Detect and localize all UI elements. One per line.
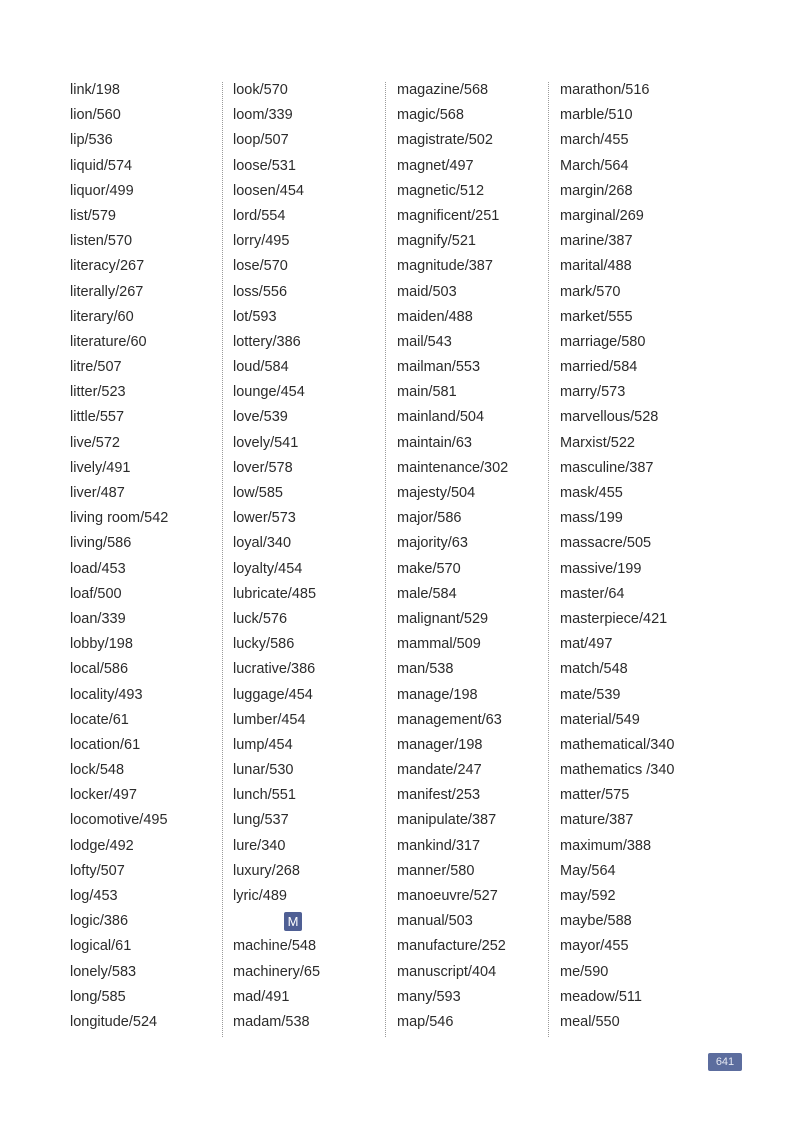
- word-entry: madam/538: [233, 1013, 310, 1030]
- word-entry: mankind/317: [397, 837, 481, 854]
- word-entry: may/592: [560, 888, 616, 904]
- word-entry: long/585: [70, 988, 126, 1005]
- word-entry: mathematical/340: [560, 736, 675, 753]
- word-entry: locate/61: [70, 711, 129, 728]
- word-entry: log/453: [70, 888, 118, 904]
- word-entry: location/61: [70, 736, 141, 753]
- word-column-3: [397, 78, 547, 1035]
- word-entry: mandate/247: [397, 762, 482, 779]
- word-entry: lock/548: [70, 762, 125, 779]
- column-divider: [222, 82, 223, 1037]
- word-entry: mad/491: [233, 988, 290, 1005]
- word-entry: management/63: [397, 711, 502, 728]
- word-entry: mature/387: [560, 812, 634, 829]
- word-entry: main/581: [397, 384, 457, 401]
- word-entry: make/570: [397, 560, 461, 577]
- page-number: 641: [708, 1053, 742, 1071]
- word-entry: lonely/583: [70, 963, 137, 980]
- word-entry: living/586: [70, 535, 132, 552]
- column-divider: [548, 82, 549, 1037]
- word-entry: manufacture/252: [397, 938, 506, 955]
- word-entry: material/549: [560, 711, 640, 728]
- word-entry: local/586: [70, 661, 129, 678]
- word-entry: list/579: [70, 207, 116, 224]
- word-entry: market/555: [560, 308, 633, 325]
- word-entry: liver/487: [70, 485, 125, 501]
- word-entry: loop/507: [233, 132, 289, 149]
- word-entry: locomotive/495: [70, 812, 168, 829]
- word-entry: load/453: [70, 560, 126, 577]
- word-entry: little/557: [70, 409, 125, 426]
- word-entry: loom/339: [233, 107, 293, 124]
- word-entry: magnet/497: [397, 157, 474, 174]
- word-entry: lion/560: [70, 107, 121, 124]
- word-entry: majority/63: [397, 535, 468, 552]
- word-entry: maybe/588: [560, 913, 632, 930]
- word-entry: loose/531: [233, 157, 296, 174]
- word-entry: mayor/455: [560, 938, 629, 955]
- word-entry: maiden/488: [397, 308, 473, 325]
- word-entry: longitude/524: [70, 1013, 158, 1030]
- word-entry: lover/578: [233, 459, 293, 476]
- word-entry: maintenance/302: [397, 459, 509, 476]
- word-entry: look/570: [233, 82, 288, 98]
- word-entry: mass/199: [560, 510, 623, 527]
- word-entry: literacy/267: [70, 258, 145, 275]
- word-entry: literally/267: [70, 283, 144, 300]
- word-entry: massacre/505: [560, 535, 652, 552]
- word-entry: man/538: [397, 661, 454, 678]
- word-entry: link/198: [70, 82, 120, 98]
- word-entry: lobby/198: [70, 636, 133, 653]
- word-entry: luck/576: [233, 610, 288, 627]
- word-entry: manager/198: [397, 736, 483, 753]
- word-entry: lorry/495: [233, 233, 290, 250]
- word-entry: literary/60: [70, 308, 134, 325]
- word-entry: mat/497: [560, 636, 613, 653]
- word-entry: magnify/521: [397, 233, 476, 250]
- word-entry: matter/575: [560, 787, 630, 804]
- word-entry: maid/503: [397, 283, 457, 300]
- word-entry: manifest/253: [397, 787, 481, 804]
- word-entry: map/546: [397, 1013, 454, 1030]
- word-entry: lip/536: [70, 132, 113, 149]
- word-entry: lucrative/386: [233, 661, 316, 678]
- word-entry: liquor/499: [70, 182, 134, 199]
- word-entry: maximum/388: [560, 837, 652, 854]
- word-entry: marvellous/528: [560, 409, 659, 426]
- section-letter-badge: M: [284, 912, 303, 931]
- word-entry: master/64: [560, 585, 625, 602]
- word-entry: magistrate/502: [397, 132, 493, 149]
- word-entry: lumber/454: [233, 711, 306, 728]
- word-entry: mainland/504: [397, 409, 485, 426]
- word-entry: liquid/574: [70, 157, 133, 174]
- word-entry: litter/523: [70, 384, 126, 401]
- word-entry: mask/455: [560, 485, 623, 501]
- word-entry: marine/387: [560, 233, 633, 250]
- word-entry: lunar/530: [233, 762, 294, 779]
- word-entry: magnificent/251: [397, 207, 500, 224]
- word-entry: loaf/500: [70, 585, 122, 602]
- word-entry: March/564: [560, 157, 629, 174]
- word-entry: lucky/586: [233, 636, 295, 653]
- word-entry: massive/199: [560, 560, 642, 577]
- word-column-4: [560, 78, 710, 1035]
- word-entry: marginal/269: [560, 207, 644, 224]
- word-entry: lord/554: [233, 207, 286, 224]
- word-entry: maintain/63: [397, 434, 472, 451]
- word-entry: lyric/489: [233, 888, 287, 904]
- word-entry: Marxist/522: [560, 434, 635, 451]
- word-entry: lose/570: [233, 258, 288, 275]
- word-entry: me/590: [560, 963, 609, 980]
- word-entry: manage/198: [397, 686, 478, 703]
- word-entry: marble/510: [560, 107, 633, 124]
- word-entry: masterpiece/421: [560, 610, 668, 627]
- word-entry: mail/543: [397, 333, 452, 350]
- word-entry: marry/573: [560, 384, 626, 401]
- word-entry: lower/573: [233, 510, 296, 527]
- word-entry: marital/488: [560, 258, 632, 275]
- word-entry: marriage/580: [560, 333, 646, 350]
- word-entry: machine/548: [233, 938, 317, 955]
- word-entry: magnetic/512: [397, 182, 485, 199]
- word-entry: live/572: [70, 434, 120, 451]
- word-entry: lunch/551: [233, 787, 296, 804]
- word-entry: luggage/454: [233, 686, 313, 703]
- word-column-2: [233, 78, 383, 1035]
- word-entry: married/584: [560, 359, 638, 376]
- word-entry: marathon/516: [560, 82, 650, 98]
- word-entry: literature/60: [70, 333, 147, 350]
- word-entry: locality/493: [70, 686, 143, 703]
- word-entry: match/548: [560, 661, 628, 678]
- word-entry: lubricate/485: [233, 585, 317, 602]
- word-entry: major/586: [397, 510, 462, 527]
- word-entry: machinery/65: [233, 963, 321, 980]
- word-entry: margin/268: [560, 182, 633, 199]
- word-entry: lounge/454: [233, 384, 305, 401]
- word-entry: low/585: [233, 485, 283, 501]
- word-entry: love/539: [233, 409, 288, 426]
- word-entry: May/564: [560, 862, 616, 879]
- word-entry: loud/584: [233, 359, 289, 376]
- word-entry: lump/454: [233, 736, 293, 753]
- word-entry: logical/61: [70, 938, 132, 955]
- word-entry: mate/539: [560, 686, 621, 703]
- word-entry: meal/550: [560, 1013, 620, 1030]
- word-entry: malignant/529: [397, 610, 489, 627]
- word-entry: male/584: [397, 585, 457, 602]
- word-entry: loan/339: [70, 610, 126, 627]
- word-entry: litre/507: [70, 359, 122, 376]
- word-entry: lively/491: [70, 459, 131, 476]
- column-divider: [385, 82, 386, 1037]
- word-entry: manuscript/404: [397, 963, 497, 980]
- word-entry: lure/340: [233, 837, 286, 854]
- word-entry: meadow/511: [560, 988, 642, 1005]
- word-entry: logic/386: [70, 913, 129, 930]
- word-entry: locker/497: [70, 787, 137, 804]
- word-entry: listen/570: [70, 233, 133, 250]
- word-entry: lung/537: [233, 812, 289, 829]
- word-entry: lodge/492: [70, 837, 134, 854]
- word-entry: lottery/386: [233, 333, 301, 350]
- word-entry: magic/568: [397, 107, 464, 124]
- word-entry: lofty/507: [70, 862, 125, 879]
- word-entry: many/593: [397, 988, 461, 1005]
- word-entry: mathematics /340: [560, 762, 675, 779]
- word-entry: mark/570: [560, 283, 621, 300]
- section-letter: [233, 909, 383, 934]
- word-entry: manner/580: [397, 862, 475, 879]
- word-entry: loss/556: [233, 283, 288, 300]
- word-column-1: [70, 78, 220, 1035]
- word-entry: mailman/553: [397, 359, 481, 376]
- word-entry: lovely/541: [233, 434, 299, 451]
- word-entry: loosen/454: [233, 182, 304, 199]
- word-entry: lot/593: [233, 308, 277, 325]
- word-entry: mammal/509: [397, 636, 481, 653]
- word-entry: masculine/387: [560, 459, 654, 476]
- word-entry: march/455: [560, 132, 629, 149]
- word-entry: loyalty/454: [233, 560, 303, 577]
- word-entry: loyal/340: [233, 535, 292, 552]
- word-entry: magnitude/387: [397, 258, 493, 275]
- word-entry: manipulate/387: [397, 812, 497, 829]
- word-entry: living room/542: [70, 510, 169, 527]
- word-entry: majesty/504: [397, 485, 476, 501]
- word-entry: manual/503: [397, 913, 473, 930]
- word-entry: magazine/568: [397, 82, 489, 98]
- word-entry: luxury/268: [233, 862, 300, 879]
- word-entry: manoeuvre/527: [397, 888, 498, 904]
